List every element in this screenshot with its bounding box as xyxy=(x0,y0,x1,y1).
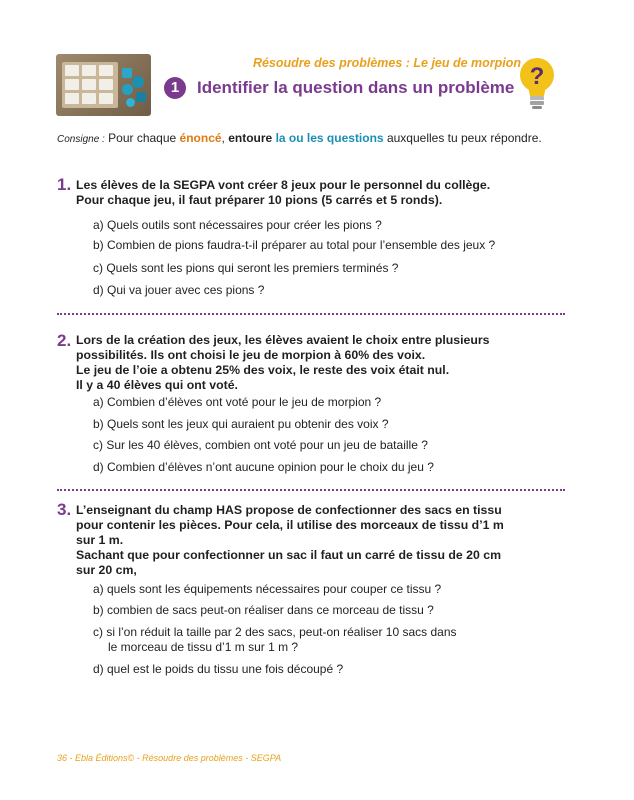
problem-3-option-c[interactable]: c) si l’on réduit la taille par 2 des sacs, peut-on réaliser 10 sacs dans xyxy=(93,625,457,639)
problem-3-option-c-continued[interactable]: le morceau de tissu d’1 m sur 1 m ? xyxy=(108,640,299,654)
problem-1-option-d[interactable]: d) Qui va jouer avec ces pions ? xyxy=(93,283,265,297)
problem-2-option-d[interactable]: d) Combien d’élèves n’ont aucune opinion pour le choix du jeu ? xyxy=(93,460,434,474)
problem-1-option-c[interactable]: c) Quels sont les pions qui seront les premiers terminés ? xyxy=(93,261,399,275)
instruction-label: Consigne : xyxy=(57,134,105,145)
problem-1-option-b[interactable]: b) Combien de pions faudra-t-il préparer au total pour l’ensemble des jeux ? xyxy=(93,238,496,252)
problem-1-statement: Les élèves de la SEGPA vont créer 8 jeux pour le personnel du collège. Pour chaque jeu, il faut préparer 10 pions (5 carrés et 5 ronds). xyxy=(76,178,491,207)
problem-3-option-a[interactable]: a) quels sont les équipements nécessaires pour couper ce tissu ? xyxy=(93,582,442,596)
section-divider xyxy=(57,489,565,491)
keyword-questions: la ou les questions xyxy=(275,131,384,145)
section-number-badge: 1 xyxy=(164,77,186,99)
problem-2-option-c[interactable]: c) Sur les 40 élèves, combien ont voté pour un jeu de bataille ? xyxy=(93,438,428,452)
page-footer: 36 - Ebla Éditions© - Résoudre des problèmes - SEGPA xyxy=(57,753,282,763)
keyword-enonce: énoncé xyxy=(179,131,222,145)
bulb-question-mark: ? xyxy=(529,63,545,90)
keyword-entoure: entoure xyxy=(228,131,273,145)
problem-3-statement: L’enseignant du champ HAS propose de confectionner des sacs en tissu pour contenir les pièces. Pour cela, il utilise des morceaux de tissu d’1 m sur 1 m. Sachant que pour confectionner un sac il faut un carré de tissu de 20 cm sur 20 cm, xyxy=(76,503,504,577)
problem-1-option-a[interactable]: a) Quels outils sont nécessaires pour créer les pions ? xyxy=(93,218,382,232)
problem-3-option-b[interactable]: b) combien de sacs peut-on réaliser dans ce morceau de tissu ? xyxy=(93,603,434,617)
problem-2-statement: Lors de la création des jeux, les élèves avaient le choix entre plusieurs possibilités. Ils ont choisi le jeu de morpion à 60% des voix. Le jeu de l’oie a obtenu 25% des voix, le reste des voix était nul. Il y a 40 élèves qui ont voté. xyxy=(76,333,490,392)
morpion-game-photo xyxy=(56,54,151,116)
problem-2-option-b[interactable]: b) Quels sont les jeux qui auraient pu obtenir des voix ? xyxy=(93,417,389,431)
section-divider xyxy=(57,313,565,315)
problem-2-number: 2. xyxy=(57,331,72,350)
instruction-line: Consigne : Pour chaque énoncé, entoure la ou les questions auxquelles tu peux répondre. xyxy=(57,131,542,145)
page-title: Identifier la question dans un problème xyxy=(197,78,515,97)
problem-1-number: 1. xyxy=(57,175,72,194)
problem-3-option-d[interactable]: d) quel est le poids du tissu une fois découpé ? xyxy=(93,662,344,676)
problem-3-number: 3. xyxy=(57,500,72,519)
lightbulb-icon xyxy=(516,56,558,112)
page-subtitle: Résoudre des problèmes : Le jeu de morpion xyxy=(252,56,522,70)
problem-2-option-a[interactable]: a) Combien d’élèves ont voté pour le jeu de morpion ? xyxy=(93,395,382,409)
